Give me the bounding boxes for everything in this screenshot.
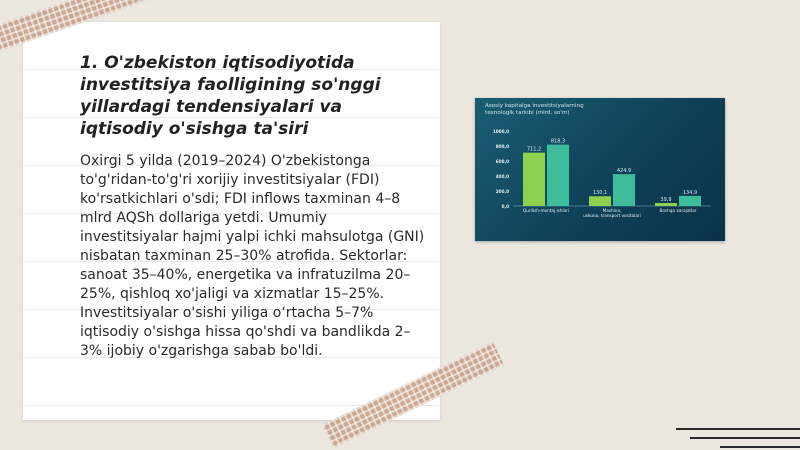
chart-title-line-1: Asosiy kapitalga investitsiyalarning <box>485 103 584 109</box>
bar-value-label: 711,2 <box>526 146 542 153</box>
x-tick-label-cont: uskuna, transport vositalari <box>583 213 641 218</box>
x-tick-label: Boshqa xarajatlar <box>659 208 697 213</box>
y-tick-label: 1000,0 <box>492 129 509 134</box>
bar-value-label: 130,1 <box>592 190 608 197</box>
y-tick-label: 800,0 <box>495 144 509 149</box>
y-tick-label: 600,0 <box>495 159 509 164</box>
y-tick-label: 400,0 <box>495 174 509 179</box>
slide-title: 1. O'zbekiston iqtisodiyotida investitsiya faolligining so'nggi yillardagi tendensiyalari va iqtisodiy o'sishga ta'siri <box>80 53 381 139</box>
chart-image <box>475 98 725 241</box>
decor-line-1 <box>676 428 800 430</box>
bar <box>523 153 545 206</box>
bar <box>679 196 701 206</box>
y-tick-label: 0,0 <box>501 204 509 209</box>
bar <box>655 203 677 206</box>
x-tick-label: Mashina, <box>602 208 622 213</box>
decor-line-2 <box>690 437 800 439</box>
bar-value-label: 818,3 <box>550 138 566 145</box>
chart-title-line-2: texnologik tarkibi (mlrd. so'm) <box>485 110 570 116</box>
bar-chart <box>475 98 725 241</box>
slide-body-text: Oxirgi 5 yilda (2019–2024) O'zbekistonga to'g'ridan-to'g'ri xorijiy investitsiyalar (FDI) ko'rsatkichlari o'sdi; FDI inflows taxminan 4–8 mlrd AQSh dollariga yetdi. Umumiy investitsiyalar hajmi yalpi ichki mahsulotga (GNI) nisbatan taxminan 25–30% atrofida. Sektorlar: sanoat 35–40%, energetika va infratuzilma 20–25%, qishloq xo'jaligi va xizmatlar 15–25%. Investitsiyalar o'sishi yiliga o‘rtacha 5–7% iqtisodiy o'sishga hissa qo'shdi va bandlikda 2–3% ijobiy o'zgarishga sabab bo'ldi. <box>80 153 425 359</box>
bar <box>589 196 611 206</box>
y-tick-label: 200,0 <box>495 189 509 194</box>
x-tick-label: Qurilish-montaj ishlari <box>522 208 570 213</box>
decor-line-3 <box>720 446 800 448</box>
bar <box>613 174 635 206</box>
bar <box>547 145 569 206</box>
bar-value-label: 39,9 <box>660 197 672 204</box>
bar-value-label: 134,9 <box>682 189 698 196</box>
bar-value-label: 424,9 <box>616 168 632 175</box>
